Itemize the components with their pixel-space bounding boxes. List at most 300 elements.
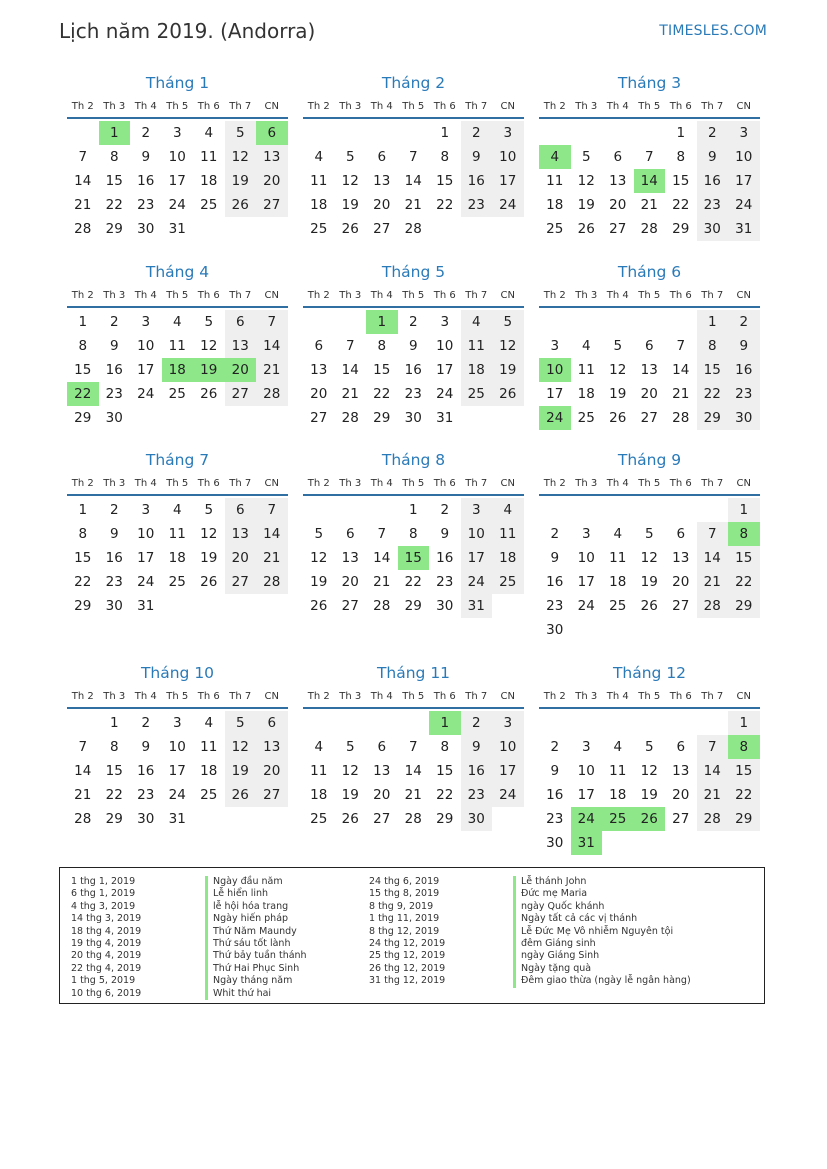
day-cell: 20 [672,787,690,803]
weekday-header [67,98,288,119]
weekday-label: CN [736,290,751,301]
day-cell: 29 [672,221,690,237]
legend-date: 31 thg 12, 2019 [369,975,446,987]
day-cell: 23 [137,197,155,213]
weekday-label: Th 3 [103,691,126,702]
weekday-header [67,287,288,308]
weekday-label: Th 7 [701,478,724,489]
weekday-label: Th 5 [166,478,189,489]
day-cell: 18 [200,763,218,779]
day-cell: 1 [440,125,450,141]
weekday-label: Th 4 [134,290,157,301]
day-cell: 14 [256,522,288,546]
empty-cell [665,498,697,522]
day-cell: 2 [461,121,493,145]
day-cell: 10 [492,145,524,169]
weekday-label: CN [736,478,751,489]
day-cell: 24 [137,386,155,402]
day-cell: 8 [697,334,729,358]
weekday-label: Th 3 [339,290,362,301]
day-cell: 13 [256,735,288,759]
weekday-label: Th 4 [606,691,629,702]
weekday-label: Th 3 [575,290,598,301]
day-cell: 9 [550,763,560,779]
weekday-label: Th 7 [229,691,252,702]
day-cell: 4 [172,314,182,330]
legend-holiday-name: lễ hội hóa trang [205,901,307,913]
day-cell: 26 [341,811,359,827]
day-cell: 24 [577,598,595,614]
weekday-label: Th 3 [575,478,598,489]
month-block [67,261,288,430]
day-grid [539,121,760,241]
weekday-label: Th 2 [543,478,566,489]
day-cell: 16 [697,169,729,193]
day-cell: 12 [310,550,328,566]
day-cell: 1 [78,502,88,518]
day-cell: 26 [200,574,218,590]
weekday-label: Th 6 [433,101,456,112]
day-cell: 11 [609,763,627,779]
day-cell: 20 [225,546,257,570]
weekday-label: Th 7 [229,290,252,301]
weekday-label: Th 5 [638,691,661,702]
day-cell: 19 [341,787,359,803]
day-cell: 28 [74,811,92,827]
day-cell: 8 [440,739,450,755]
day-cell: 18 [492,546,524,570]
site-link[interactable]: TIMESLES.COM [659,23,767,39]
day-cell: 2 [109,314,119,330]
day-cell: 29 [373,410,391,426]
day-cell: 17 [492,169,524,193]
day-cell: 20 [256,759,288,783]
day-cell: 11 [168,526,186,542]
day-cell: 30 [137,811,155,827]
weekday-label: Th 4 [606,290,629,301]
day-cell: 3 [461,498,493,522]
empty-cell [665,711,697,735]
day-cell: 23 [728,382,760,406]
weekday-label: Th 2 [307,101,330,112]
weekday-header [539,475,760,496]
day-cell: 24 [492,193,524,217]
day-cell: 27 [225,382,257,406]
day-cell: 5 [204,314,214,330]
day-cell: 21 [672,386,690,402]
day-cell: 13 [225,334,257,358]
month-title: Tháng 12 [612,664,687,682]
day-cell: 6 [256,711,288,735]
legend-date: 1 thg 5, 2019 [71,975,136,987]
day-cell: 15 [74,362,92,378]
legend-date: 20 thg 4, 2019 [71,950,142,962]
weekday-label: Th 4 [370,290,393,301]
day-cell: 9 [461,145,493,169]
day-cell: 24 [461,570,493,594]
day-cell: 22 [105,197,123,213]
month-block [539,662,760,855]
holiday-day-cell: 8 [728,735,760,759]
day-cell: 18 [310,197,328,213]
day-cell: 5 [314,526,324,542]
day-cell: 27 [225,570,257,594]
legend-date: 25 thg 12, 2019 [369,950,446,962]
day-cell: 2 [461,711,493,735]
holiday-day-cell: 1 [366,310,398,334]
day-cell: 17 [546,386,564,402]
month-block [67,662,288,831]
day-grid [67,121,288,241]
day-cell: 18 [310,787,328,803]
day-cell: 1 [676,125,686,141]
day-cell: 29 [74,598,92,614]
day-cell: 7 [345,338,355,354]
legend-date: 22 thg 4, 2019 [71,962,142,974]
empty-cell [634,498,666,522]
month-block [303,449,524,618]
day-cell: 2 [550,526,560,542]
day-cell: 9 [109,526,119,542]
day-cell: 8 [109,739,119,755]
day-cell: 28 [697,807,729,831]
day-cell: 19 [225,169,257,193]
legend-date: 24 thg 6, 2019 [369,876,440,887]
day-cell: 30 [105,410,123,426]
holiday-day-cell: 31 [571,831,603,855]
day-cell: 15 [373,362,391,378]
month-block [303,261,524,430]
day-cell: 7 [78,149,88,165]
day-cell: 3 [172,125,182,141]
day-cell: 23 [404,386,422,402]
day-cell: 3 [440,314,450,330]
day-cell: 7 [697,735,729,759]
day-cell: 7 [408,739,418,755]
day-cell: 23 [461,193,493,217]
day-cell: 3 [550,338,560,354]
day-cell: 10 [728,145,760,169]
day-cell: 16 [728,358,760,382]
empty-cell [634,711,666,735]
day-cell: 13 [672,763,690,779]
day-cell: 31 [436,410,454,426]
empty-cell [571,121,603,145]
holiday-day-cell: 19 [193,358,225,382]
day-cell: 5 [225,121,257,145]
legend-date: 8 thg 9, 2019 [369,900,434,912]
day-cell: 5 [225,711,257,735]
day-cell: 14 [373,550,391,566]
weekday-label: Th 4 [370,101,393,112]
day-cell: 26 [577,221,595,237]
empty-cell [571,310,603,334]
empty-cell [634,121,666,145]
day-cell: 9 [728,334,760,358]
weekday-label: Th 3 [339,478,362,489]
day-cell: 21 [74,197,92,213]
day-cell: 4 [172,502,182,518]
empty-cell [571,498,603,522]
weekday-label: Th 2 [543,101,566,112]
day-cell: 25 [200,787,218,803]
day-cell: 3 [141,502,151,518]
holiday-day-cell: 24 [539,406,571,430]
empty-cell [335,121,367,145]
day-cell: 17 [461,546,493,570]
month-block [67,449,288,618]
day-cell: 19 [640,574,658,590]
day-cell: 5 [345,149,355,165]
weekday-label: Th 3 [103,478,126,489]
weekday-label: Th 3 [103,290,126,301]
day-cell: 4 [492,498,524,522]
day-cell: 3 [172,715,182,731]
day-cell: 31 [168,811,186,827]
day-grid [303,711,524,831]
day-cell: 14 [404,763,422,779]
day-cell: 2 [440,502,450,518]
legend-date: 1 thg 11, 2019 [369,913,440,925]
holiday-day-cell: 1 [429,711,461,735]
day-cell: 12 [640,550,658,566]
weekday-label: Th 2 [71,691,94,702]
page-title: Lịch năm 2019. (Andorra) [59,19,316,43]
day-cell: 22 [105,787,123,803]
day-cell: 4 [314,739,324,755]
day-grid [539,310,760,430]
day-cell: 9 [109,338,119,354]
day-cell: 25 [492,570,524,594]
day-cell: 10 [137,338,155,354]
legend-holiday-name: Thứ Hai Phục Sinh [205,963,307,975]
legend-date: 15 thg 8, 2019 [369,888,440,900]
day-cell: 9 [141,149,151,165]
day-cell: 22 [373,386,391,402]
weekday-label: Th 4 [134,478,157,489]
day-cell: 30 [105,598,123,614]
day-cell: 1 [408,502,418,518]
day-cell: 13 [373,763,391,779]
holiday-day-cell: 8 [728,522,760,546]
empty-cell [602,711,634,735]
legend-holiday-name: Ngày tặng quà [513,963,691,975]
day-cell: 14 [404,173,422,189]
weekday-label: Th 7 [465,478,488,489]
day-cell: 26 [341,221,359,237]
day-cell: 16 [461,169,493,193]
empty-cell [335,711,367,735]
day-cell: 15 [436,763,454,779]
day-cell: 21 [256,546,288,570]
weekday-label: CN [500,691,515,702]
holiday-day-cell: 10 [539,358,571,382]
holiday-day-cell: 26 [634,807,666,831]
day-cell: 6 [225,310,257,334]
weekday-label: CN [736,691,751,702]
day-cell: 23 [105,574,123,590]
day-cell: 20 [341,574,359,590]
day-cell: 5 [644,739,654,755]
day-cell: 28 [74,221,92,237]
day-cell: 23 [436,574,454,590]
legend-holiday-name: ngày Giáng Sinh [513,950,691,962]
day-cell: 15 [672,173,690,189]
day-cell: 2 [550,739,560,755]
legend-date: 26 thg 12, 2019 [369,962,446,974]
weekday-label: Th 4 [370,478,393,489]
holiday-legend [59,867,765,1004]
day-cell: 10 [577,763,595,779]
weekday-header [539,688,760,709]
weekday-label: Th 5 [402,691,425,702]
day-cell: 27 [373,221,391,237]
day-cell: 23 [137,787,155,803]
empty-cell [366,711,398,735]
empty-cell [67,711,99,735]
day-cell: 16 [137,173,155,189]
day-cell: 9 [141,739,151,755]
day-cell: 30 [697,217,729,241]
empty-cell [303,310,335,334]
day-cell: 29 [728,807,760,831]
day-cell: 21 [341,386,359,402]
day-cell: 22 [728,570,760,594]
day-cell: 27 [640,410,658,426]
weekday-label: CN [500,290,515,301]
weekday-label: Th 5 [402,290,425,301]
weekday-label: Th 5 [402,101,425,112]
day-cell: 25 [609,598,627,614]
day-cell: 11 [200,149,218,165]
day-cell: 16 [436,550,454,566]
day-cell: 29 [404,598,422,614]
day-cell: 1 [728,711,760,735]
day-cell: 24 [492,783,524,807]
day-cell: 2 [141,125,151,141]
day-cell: 26 [225,193,257,217]
day-cell: 6 [314,338,324,354]
day-cell: 28 [256,570,288,594]
day-cell: 2 [109,502,119,518]
weekday-label: Th 7 [465,691,488,702]
legend-date: 14 thg 3, 2019 [71,913,142,925]
legend-date: 18 thg 4, 2019 [71,925,142,937]
day-cell: 27 [373,811,391,827]
day-cell: 5 [345,739,355,755]
weekday-label: Th 3 [575,101,598,112]
day-cell: 29 [105,811,123,827]
legend-date: 10 thg 6, 2019 [71,987,142,999]
weekday-label: Th 6 [197,101,220,112]
weekday-label: Th 6 [669,691,692,702]
day-cell: 5 [613,338,623,354]
legend-holiday-name: Whit thứ hai [205,988,307,1000]
weekday-label: CN [500,478,515,489]
day-cell: 23 [546,598,564,614]
weekday-label: Th 5 [638,478,661,489]
legend-date: 1 thg 1, 2019 [71,876,136,887]
weekday-label: Th 3 [575,691,598,702]
empty-cell [697,711,729,735]
holiday-day-cell: 24 [571,807,603,831]
weekday-label: Th 4 [606,101,629,112]
day-cell: 26 [640,598,658,614]
day-cell: 13 [341,550,359,566]
day-cell: 16 [105,550,123,566]
legend-holiday-name: Đức mẹ Maria [513,888,691,900]
day-cell: 29 [436,811,454,827]
day-cell: 12 [577,173,595,189]
day-cell: 3 [492,711,524,735]
day-cell: 21 [697,783,729,807]
day-cell: 20 [373,787,391,803]
day-cell: 23 [461,783,493,807]
day-cell: 12 [640,763,658,779]
day-cell: 26 [492,382,524,406]
legend-date: 8 thg 12, 2019 [369,925,440,937]
day-cell: 16 [546,787,564,803]
weekday-label: Th 6 [197,290,220,301]
day-cell: 3 [141,314,151,330]
day-cell: 21 [373,574,391,590]
empty-cell [697,498,729,522]
day-cell: 19 [310,574,328,590]
day-cell: 25 [200,197,218,213]
day-cell: 22 [404,574,422,590]
day-cell: 25 [546,221,564,237]
day-cell: 18 [609,787,627,803]
day-cell: 8 [440,149,450,165]
day-cell: 20 [373,197,391,213]
day-cell: 19 [577,197,595,213]
day-cell: 19 [225,759,257,783]
empty-cell [398,121,430,145]
day-cell: 15 [105,173,123,189]
day-cell: 10 [137,526,155,542]
day-cell: 19 [341,197,359,213]
day-cell: 9 [461,735,493,759]
weekday-label: Th 2 [71,290,94,301]
weekday-label: Th 7 [229,478,252,489]
day-cell: 24 [168,197,186,213]
day-cell: 3 [581,739,591,755]
day-cell: 18 [577,386,595,402]
day-cell: 18 [200,173,218,189]
day-cell: 1 [78,314,88,330]
day-cell: 22 [436,787,454,803]
weekday-header [67,475,288,496]
weekday-label: Th 7 [701,290,724,301]
weekday-label: Th 5 [402,478,425,489]
day-cell: 27 [672,598,690,614]
day-cell: 7 [256,498,288,522]
day-cell: 19 [609,386,627,402]
weekday-label: Th 5 [638,101,661,112]
weekday-label: CN [264,101,279,112]
weekday-label: CN [500,101,515,112]
day-grid [303,310,524,430]
day-cell: 17 [137,362,155,378]
legend-date: 4 thg 3, 2019 [71,900,136,912]
day-cell: 15 [697,358,729,382]
day-cell: 11 [461,334,493,358]
day-cell: 7 [408,149,418,165]
weekday-label: CN [264,290,279,301]
weekday-label: Th 2 [543,290,566,301]
day-cell: 1 [728,498,760,522]
day-cell: 6 [225,498,257,522]
